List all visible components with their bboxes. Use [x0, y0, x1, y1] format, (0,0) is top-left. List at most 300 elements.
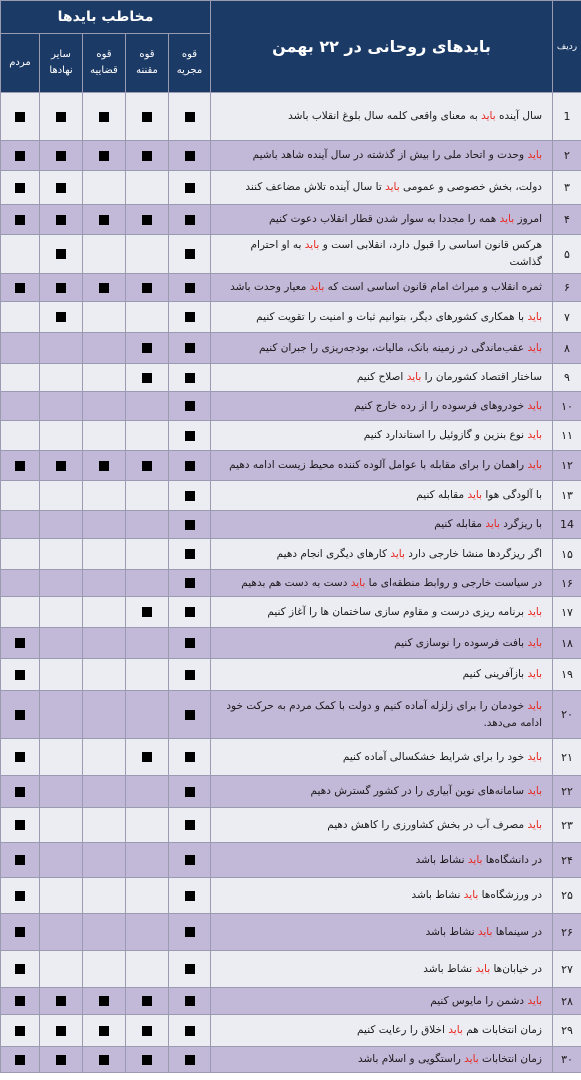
mark-cell-executive	[169, 914, 211, 951]
filled-square-icon	[142, 1055, 152, 1065]
mark-cell-executive	[169, 776, 211, 808]
row-statement	[211, 1047, 553, 1073]
mark-cell-other-institutions	[40, 570, 83, 597]
statement-text: به معنای واقعی کلمه سال بلوغ انقلاب باشد	[288, 110, 482, 122]
statement-text: خودمان را برای زلزله آماده کنیم و دولت با کمک مردم به حرکت خود ادامه می‌دهد.	[226, 699, 542, 729]
mark-cell-judiciary	[83, 333, 126, 364]
row-number: ۳	[553, 171, 581, 205]
mark-cell-people	[1, 421, 40, 451]
filled-square-icon	[15, 710, 25, 720]
mark-cell-judiciary	[83, 570, 126, 597]
table-row	[1, 274, 581, 302]
mark-cell-judiciary	[83, 511, 126, 539]
filled-square-icon	[185, 343, 195, 353]
statement-text: اخلاق را رعایت کنیم	[357, 1024, 449, 1036]
mark-cell-people	[1, 333, 40, 364]
table-header	[1, 1, 581, 93]
statement-text: دست به دست هم بدهیم	[241, 576, 351, 589]
row-statement	[211, 481, 553, 511]
filled-square-icon	[99, 461, 109, 471]
bayad-keyword: باید	[527, 429, 542, 441]
filled-square-icon	[185, 431, 195, 441]
statement-text: راهمان را برای مقابله با عوامل آلوده کننده محیط زیست ادامه دهیم	[229, 459, 528, 471]
bayad-keyword: باید	[527, 818, 542, 831]
mark-cell-executive	[169, 333, 211, 364]
table-row	[1, 539, 581, 570]
mark-cell-legislative	[126, 951, 169, 988]
statement-text: بازآفرینی کنیم	[462, 668, 528, 680]
row-statement	[211, 1015, 553, 1047]
mark-cell-legislative	[126, 235, 169, 274]
row-statement	[211, 739, 553, 776]
table-row	[1, 951, 581, 988]
mark-cell-other-institutions	[40, 539, 83, 570]
statement-text: مقابله کنیم	[434, 518, 486, 530]
mark-cell-legislative	[126, 481, 169, 511]
row-number: ۲۹	[553, 1015, 581, 1047]
table-row	[1, 511, 581, 539]
table-row	[1, 691, 581, 739]
table-row	[1, 808, 581, 843]
audience-header-line2: نهادها	[49, 65, 73, 76]
mark-cell-people	[1, 659, 40, 691]
filled-square-icon	[15, 183, 25, 193]
row-number: ۲۴	[553, 843, 581, 878]
filled-square-icon	[15, 855, 25, 865]
mark-cell-people	[1, 988, 40, 1015]
filled-square-icon	[185, 855, 195, 865]
mark-cell-judiciary	[83, 302, 126, 333]
mark-cell-judiciary	[83, 691, 126, 739]
mark-cell-legislative	[126, 421, 169, 451]
bayad-keyword: باید	[304, 239, 320, 251]
table-row	[1, 776, 581, 808]
mark-cell-people	[1, 739, 40, 776]
mark-cell-people	[1, 539, 40, 570]
filled-square-icon	[99, 1026, 109, 1036]
mark-cell-executive	[169, 808, 211, 843]
mark-cell-executive	[169, 878, 211, 914]
mark-cell-legislative	[126, 302, 169, 333]
mark-cell-executive	[169, 570, 211, 597]
mark-cell-executive	[169, 205, 211, 235]
mark-cell-legislative	[126, 691, 169, 739]
filled-square-icon	[185, 283, 195, 293]
table-row	[1, 914, 581, 951]
filled-square-icon	[56, 461, 66, 471]
filled-square-icon	[185, 549, 195, 559]
mark-cell-people	[1, 951, 40, 988]
mark-cell-other-institutions	[40, 235, 83, 274]
mark-cell-legislative	[126, 539, 169, 570]
mark-cell-legislative	[126, 808, 169, 843]
mark-cell-other-institutions	[40, 481, 83, 511]
mark-cell-people	[1, 171, 40, 205]
row-statement	[211, 205, 553, 235]
filled-square-icon	[142, 1026, 152, 1036]
mark-cell-judiciary	[83, 739, 126, 776]
statement-text: سامانه‌های نوین آبیاری را در کشور گسترش دهیم	[310, 785, 528, 797]
row-number: ۱۳	[553, 481, 581, 511]
mark-cell-other-institutions	[40, 776, 83, 808]
mark-cell-legislative	[126, 451, 169, 481]
mark-cell-legislative	[126, 843, 169, 878]
mark-cell-judiciary	[83, 205, 126, 235]
row-statement	[211, 511, 553, 539]
filled-square-icon	[15, 638, 25, 648]
filled-square-icon	[142, 373, 152, 383]
mark-cell-judiciary	[83, 628, 126, 659]
filled-square-icon	[185, 752, 195, 762]
audience-header-line1: قوه	[96, 49, 112, 60]
bayad-keyword: باید	[527, 994, 542, 1007]
filled-square-icon	[15, 1026, 25, 1036]
mark-cell-legislative	[126, 628, 169, 659]
mark-cell-executive	[169, 451, 211, 481]
filled-square-icon	[56, 151, 66, 161]
row-number: ۲۸	[553, 988, 581, 1015]
table-body	[1, 93, 581, 1073]
mark-cell-executive	[169, 511, 211, 539]
audience-header-people	[1, 34, 40, 93]
statement-text: مقابله کنیم	[416, 489, 468, 501]
filled-square-icon	[99, 112, 109, 122]
mark-cell-other-institutions	[40, 205, 83, 235]
filled-square-icon	[142, 112, 152, 122]
bayad-keyword: باید	[406, 371, 422, 383]
statement-text: زمان انتخابات	[478, 1053, 542, 1065]
table-row	[1, 421, 581, 451]
mark-cell-judiciary	[83, 421, 126, 451]
statement-text: در ورزشگاه‌ها	[478, 889, 542, 901]
row-statement	[211, 364, 553, 392]
filled-square-icon	[142, 461, 152, 471]
table-row	[1, 205, 581, 235]
filled-square-icon	[15, 1055, 25, 1065]
row-number: ۲۷	[553, 951, 581, 988]
filled-square-icon	[185, 787, 195, 797]
table-row	[1, 392, 581, 421]
filled-square-icon	[15, 927, 25, 937]
filled-square-icon	[56, 215, 66, 225]
bayad-keyword: باید	[527, 785, 542, 797]
mark-cell-legislative	[126, 570, 169, 597]
filled-square-icon	[142, 996, 152, 1006]
table-row	[1, 1015, 581, 1047]
mark-cell-executive	[169, 141, 211, 171]
mark-cell-people	[1, 235, 40, 274]
row-statement	[211, 951, 553, 988]
filled-square-icon	[99, 151, 109, 161]
bayad-keyword: باید	[527, 459, 542, 471]
statement-text: نشاط باشد	[415, 853, 468, 866]
bayad-keyword: باید	[467, 489, 483, 501]
mark-cell-people	[1, 481, 40, 511]
mark-cell-people	[1, 843, 40, 878]
mark-cell-executive	[169, 988, 211, 1015]
bayad-keyword: باید	[527, 636, 542, 649]
audience-header-executive	[169, 34, 211, 93]
row-statement	[211, 628, 553, 659]
filled-square-icon	[99, 215, 109, 225]
row-number: ۲۵	[553, 878, 581, 914]
mark-cell-people	[1, 1015, 40, 1047]
bayad-keyword: باید	[485, 518, 500, 530]
statement-text: نشاط باشد	[411, 889, 464, 901]
row-number: 14	[553, 511, 581, 539]
row-statement	[211, 776, 553, 808]
statement-text: اگر ریزگردها منشا خارجی دارد	[404, 547, 542, 560]
mark-cell-judiciary	[83, 141, 126, 171]
statement-text: خودروهای فرسوده را از رده خارج کنیم	[354, 399, 528, 412]
mark-cell-judiciary	[83, 235, 126, 274]
mark-cell-other-institutions	[40, 597, 83, 628]
mark-cell-judiciary	[83, 878, 126, 914]
mark-cell-people	[1, 597, 40, 628]
filled-square-icon	[99, 996, 109, 1006]
mark-cell-people	[1, 205, 40, 235]
mark-cell-executive	[169, 481, 211, 511]
mark-cell-other-institutions	[40, 988, 83, 1015]
row-statement	[211, 878, 553, 914]
statement-text: سال آینده	[495, 110, 542, 122]
mark-cell-judiciary	[83, 951, 126, 988]
statement-text: در سیاست خارجی و روابط منطقه‌ای ما	[365, 576, 542, 589]
filled-square-icon	[185, 638, 195, 648]
row-number: ۹	[553, 364, 581, 392]
mark-cell-other-institutions	[40, 878, 83, 914]
mark-cell-people	[1, 451, 40, 481]
filled-square-icon	[142, 151, 152, 161]
mark-cell-other-institutions	[40, 511, 83, 539]
statement-text: دشمن را مایوس کنیم	[430, 994, 528, 1007]
filled-square-icon	[15, 151, 25, 161]
bayad-keyword: باید	[448, 1024, 463, 1036]
mark-cell-judiciary	[83, 1015, 126, 1047]
statement-text: هرکس قانون اساسی را قبول دارد، انقلابی است و	[319, 239, 542, 251]
mark-cell-executive	[169, 302, 211, 333]
mark-cell-people	[1, 302, 40, 333]
row-number: ۵	[553, 235, 581, 274]
filled-square-icon	[56, 112, 66, 122]
row-number: ۱۱	[553, 421, 581, 451]
mark-cell-people	[1, 1047, 40, 1073]
filled-square-icon	[185, 520, 195, 530]
statement-text: نشاط باشد	[423, 962, 476, 975]
filled-square-icon	[185, 820, 195, 830]
row-number: ۶	[553, 274, 581, 302]
filled-square-icon	[56, 283, 66, 293]
table-row	[1, 141, 581, 171]
mark-cell-people	[1, 570, 40, 597]
mark-cell-people	[1, 878, 40, 914]
mark-cell-judiciary	[83, 843, 126, 878]
audience-header-other-institutions	[40, 34, 83, 93]
mark-cell-judiciary	[83, 1047, 126, 1073]
mark-cell-executive	[169, 628, 211, 659]
filled-square-icon	[185, 964, 195, 974]
mark-cell-judiciary	[83, 481, 126, 511]
row-statement	[211, 843, 553, 878]
mark-cell-executive	[169, 1047, 211, 1073]
table-row	[1, 93, 581, 141]
filled-square-icon	[56, 1026, 66, 1036]
mark-cell-people	[1, 274, 40, 302]
bayad-keyword: باید	[527, 341, 542, 354]
statement-text: در دانشگاه‌ها	[482, 853, 542, 866]
mark-cell-people	[1, 776, 40, 808]
mark-cell-executive	[169, 1015, 211, 1047]
mark-cell-judiciary	[83, 171, 126, 205]
filled-square-icon	[15, 787, 25, 797]
filled-square-icon	[185, 215, 195, 225]
mark-cell-executive	[169, 951, 211, 988]
statement-text: وحدت و اتحاد ملی را بیش از گذشته در سال آینده شاهد باشیم	[252, 149, 528, 161]
audience-header-line2: مجریه	[176, 65, 203, 76]
row-statement	[211, 570, 553, 597]
filled-square-icon	[15, 461, 25, 471]
row-number: ۸	[553, 333, 581, 364]
row-statement	[211, 914, 553, 951]
mark-cell-other-institutions	[40, 691, 83, 739]
statement-text: برنامه ریزی درست و مقاوم سازی ساختمان ها را آغاز کنیم	[267, 605, 528, 618]
mark-cell-people	[1, 628, 40, 659]
mark-cell-other-institutions	[40, 739, 83, 776]
row-number: ۱۰	[553, 392, 581, 421]
filled-square-icon	[185, 891, 195, 901]
statement-text: با آلودگی هوا	[482, 489, 542, 501]
mark-cell-legislative	[126, 511, 169, 539]
mark-cell-other-institutions	[40, 451, 83, 481]
mark-cell-legislative	[126, 776, 169, 808]
mark-cell-legislative	[126, 392, 169, 421]
mark-cell-judiciary	[83, 274, 126, 302]
bayad-keyword: باید	[527, 310, 542, 323]
table-row	[1, 597, 581, 628]
mark-cell-judiciary	[83, 808, 126, 843]
audience-group-header: مخاطب بایدها	[1, 1, 211, 34]
row-number: ۱۹	[553, 659, 581, 691]
statement-text: با همکاری کشورهای دیگر، بتوانیم ثبات و امنیت را تقویت کنیم	[256, 310, 528, 323]
row-number: ۱۶	[553, 570, 581, 597]
mark-cell-people	[1, 364, 40, 392]
mark-cell-other-institutions	[40, 1015, 83, 1047]
statement-text: به او احترام گذاشت	[250, 239, 542, 268]
mark-cell-legislative	[126, 333, 169, 364]
statement-text: نشاط باشد	[425, 925, 478, 938]
bayad-keyword: باید	[527, 149, 542, 161]
audience-header-line2: مقننه	[136, 65, 158, 76]
filled-square-icon	[15, 752, 25, 762]
row-number: ۲	[553, 141, 581, 171]
bayad-keyword: باید	[477, 925, 493, 938]
bayad-keyword: باید	[527, 399, 542, 412]
mark-cell-executive	[169, 93, 211, 141]
mark-cell-other-institutions	[40, 392, 83, 421]
mark-cell-people	[1, 691, 40, 739]
mark-cell-executive	[169, 659, 211, 691]
row-statement	[211, 539, 553, 570]
row-number: ۷	[553, 302, 581, 333]
filled-square-icon	[56, 996, 66, 1006]
mark-cell-legislative	[126, 141, 169, 171]
mark-cell-other-institutions	[40, 333, 83, 364]
mark-cell-other-institutions	[40, 421, 83, 451]
bayad-keyword: باید	[527, 750, 542, 763]
table-row	[1, 988, 581, 1015]
filled-square-icon	[185, 1055, 195, 1065]
mark-cell-judiciary	[83, 539, 126, 570]
row-statement	[211, 597, 553, 628]
row-number: ۲۶	[553, 914, 581, 951]
filled-square-icon	[15, 283, 25, 293]
table-row	[1, 302, 581, 333]
filled-square-icon	[142, 283, 152, 293]
row-statement	[211, 274, 553, 302]
table-row	[1, 481, 581, 511]
mark-cell-other-institutions	[40, 302, 83, 333]
mark-cell-legislative	[126, 914, 169, 951]
row-statement	[211, 235, 553, 274]
bayad-keyword: باید	[475, 962, 491, 975]
filled-square-icon	[185, 249, 195, 259]
mark-cell-legislative	[126, 597, 169, 628]
filled-square-icon	[185, 927, 195, 937]
statement-text: معیار وحدت باشد	[230, 281, 310, 293]
mark-cell-judiciary	[83, 597, 126, 628]
mark-cell-executive	[169, 274, 211, 302]
mark-cell-people	[1, 914, 40, 951]
mark-cell-other-institutions	[40, 808, 83, 843]
bayad-keyword: باید	[385, 181, 400, 193]
table-row	[1, 1047, 581, 1073]
bayad-keyword: باید	[463, 889, 479, 901]
filled-square-icon	[15, 996, 25, 1006]
filled-square-icon	[142, 752, 152, 762]
mark-cell-other-institutions	[40, 141, 83, 171]
bayad-keyword: باید	[464, 1053, 479, 1065]
filled-square-icon	[185, 373, 195, 383]
row-statement	[211, 988, 553, 1015]
filled-square-icon	[185, 183, 195, 193]
mark-cell-judiciary	[83, 451, 126, 481]
audience-header-line1: سایر	[51, 49, 71, 60]
filled-square-icon	[185, 1026, 195, 1036]
table-row	[1, 451, 581, 481]
filled-square-icon	[185, 491, 195, 501]
row-number: ۲۳	[553, 808, 581, 843]
filled-square-icon	[185, 607, 195, 617]
bayad-keyword: باید	[499, 213, 515, 225]
row-number: ۲۱	[553, 739, 581, 776]
page-title: بایدهای روحانی در ۲۲ بهمن	[211, 1, 553, 93]
mark-cell-executive	[169, 421, 211, 451]
mark-cell-legislative	[126, 93, 169, 141]
statement-text: ساختار اقتصاد کشورمان را	[421, 371, 542, 383]
mark-cell-other-institutions	[40, 171, 83, 205]
mark-cell-legislative	[126, 171, 169, 205]
table-row	[1, 628, 581, 659]
row-number: ۱۷	[553, 597, 581, 628]
statement-text: مصرف آب در بخش کشاورزی را کاهش دهیم	[327, 818, 528, 831]
mark-cell-other-institutions	[40, 274, 83, 302]
filled-square-icon	[142, 607, 152, 617]
mark-cell-other-institutions	[40, 659, 83, 691]
mark-cell-executive	[169, 691, 211, 739]
filled-square-icon	[142, 215, 152, 225]
mark-cell-other-institutions	[40, 93, 83, 141]
filled-square-icon	[185, 578, 195, 588]
